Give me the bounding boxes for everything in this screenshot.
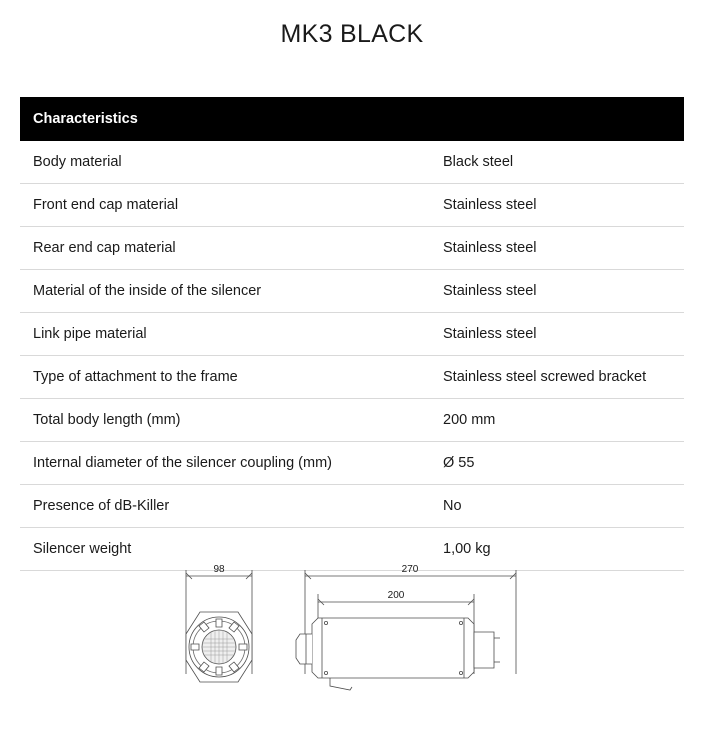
technical-drawing-svg	[0, 556, 704, 738]
table-header	[20, 97, 684, 141]
side-view-overall-dimension-label: 270	[401, 564, 419, 575]
row-value: No	[431, 485, 684, 528]
row-label: Total body length (mm)	[20, 399, 431, 442]
row-label: Front end cap material	[20, 184, 431, 227]
row-value: Stainless steel	[431, 227, 684, 270]
page-title: MK3 BLACK	[280, 20, 424, 48]
row-value: Stainless steel screwed bracket	[431, 356, 684, 399]
row-value: Stainless steel	[431, 313, 684, 356]
row-label: Internal diameter of the silencer coupling (mm)	[20, 442, 431, 485]
table-row	[20, 485, 684, 528]
technical-drawings	[0, 556, 704, 738]
row-label: Link pipe material	[20, 313, 431, 356]
row-value: 200 mm	[431, 399, 684, 442]
row-label: Type of attachment to the frame	[20, 356, 431, 399]
row-value: Stainless steel	[431, 270, 684, 313]
table-row	[20, 141, 684, 184]
table-row	[20, 270, 684, 313]
row-label: Silencer weight	[20, 528, 431, 571]
characteristics-table	[20, 97, 684, 571]
table-row	[20, 356, 684, 399]
table-header-row	[20, 97, 684, 141]
row-value: Stainless steel	[431, 184, 684, 227]
row-label: Material of the inside of the silencer	[20, 270, 431, 313]
front-view-drawing	[186, 570, 252, 682]
table-row	[20, 184, 684, 227]
front-view-dimension-label: 98	[213, 564, 225, 575]
side-view-body-dimension-label: 200	[387, 590, 405, 601]
row-value: 1,00 kg	[431, 528, 684, 571]
table-body	[20, 141, 684, 571]
side-view-drawing	[296, 570, 516, 690]
row-label: Body material	[20, 141, 431, 184]
row-label: Rear end cap material	[20, 227, 431, 270]
row-value: Ø 55	[431, 442, 684, 485]
table-row	[20, 442, 684, 485]
row-label: Presence of dB-Killer	[20, 485, 431, 528]
row-value: Black steel	[431, 141, 684, 184]
table-row	[20, 227, 684, 270]
table-row	[20, 399, 684, 442]
table-header-title: Characteristics	[20, 97, 684, 141]
table-row	[20, 313, 684, 356]
